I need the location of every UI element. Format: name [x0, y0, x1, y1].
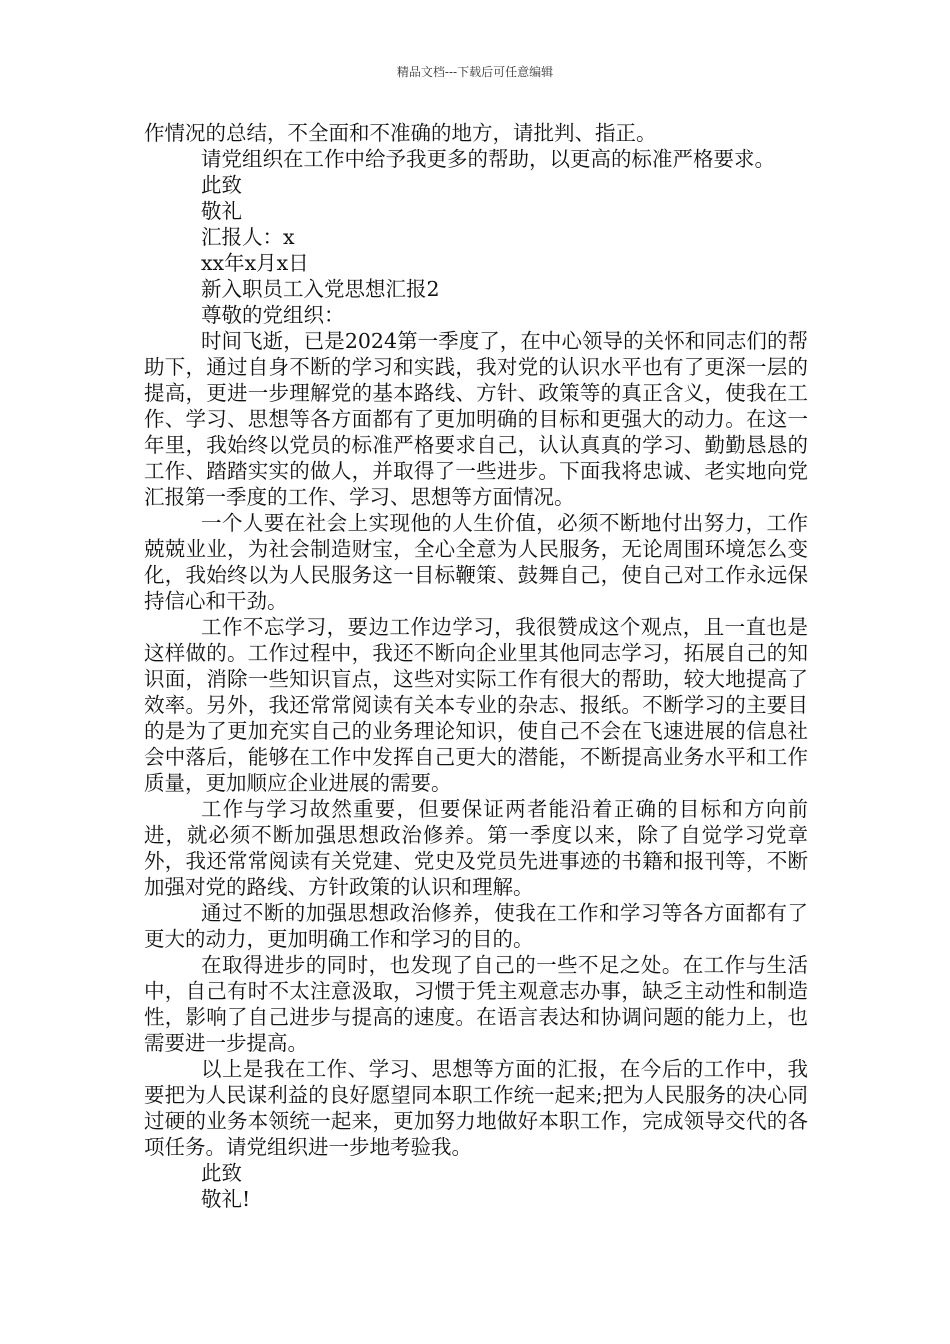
closing-salutation: 此致	[201, 173, 242, 197]
document-body	[144, 120, 808, 1212]
paragraph: 请党组织在工作中给予我更多的帮助，以更高的标准严格要求。	[201, 147, 775, 171]
paragraph: 在取得进步的同时，也发现了自己的一些不足之处。在工作与生活中，自己有时不太注意汲取，习惯于凭主观意志办事，缺乏主动性和制造性，影响了自己进步与提高的速度。在语言表达和协调问题的能力上，也需要进一步提高。	[144, 953, 808, 1055]
closing-regards: 敬礼!	[201, 1187, 251, 1211]
date-line: xx年x月x日	[201, 251, 309, 275]
paragraph: 时间飞逝，已是2024第一季度了，在中心领导的关怀和同志们的帮助下，通过自身不断的学习和实践，我对党的认识水平也有了更深一层的提高，更进一步理解党的基本路线、方针、政策等的真正含义，使我在工作、学习、思想等各方面都有了更加明确的目标和更强大的动力。在这一年里，我始终以党员的标准严格要求自己，认认真真的学习、勤勤恳恳的工作、踏踏实实的做人，并取得了一些进步。下面我将忠诚、老实地向党汇报第一季度的工作、学习、思想等方面情况。	[144, 329, 808, 509]
paragraph: 一个人要在社会上实现他的人生价值，必须不断地付出努力，工作兢兢业业，为社会制造财宝，全心全意为人民服务，无论周围环境怎么变化，我始终以为人民服务这一目标鞭策、鼓舞自己，使自己对工作永远保持信心和干劲。	[144, 511, 808, 613]
closing-salutation: 此致	[201, 1161, 242, 1185]
paragraph: 工作不忘学习，要边工作边学习，我很赞成这个观点，且一直也是这样做的。工作过程中，我还不断向企业里其他同志学习，拓展自己的知识面，消除一些知识盲点，这些对实际工作有很大的帮助，较大地提高了效率。另外，我还常常阅读有关本专业的杂志、报纸。不断学习的主要目的是为了更加充实自己的业务理论知识，使自己不会在飞速进展的信息社会中落后，能够在工作中发挥自己更大的潜能，不断提高业务水平和工作质量，更加顺应企业进展的需要。	[144, 615, 808, 795]
paragraph: 以上是我在工作、学习、思想等方面的汇报，在今后的工作中，我要把为人民谋利益的良好愿望同本职工作统一起来;把为人民服务的决心同过硬的业务本领统一起来，更加努力地做好本职工作，完成领导交代的各项任务。请党组织进一步地考验我。	[144, 1057, 808, 1159]
greeting: 尊敬的党组织：	[201, 303, 345, 327]
paragraph: 作情况的总结，不全面和不准确的地方，请批判、指正。	[144, 121, 657, 145]
paragraph: 通过不断的加强思想政治修养，使我在工作和学习等各方面都有了更大的动力，更加明确工作和学习的目的。	[144, 901, 808, 951]
paragraph: 工作与学习故然重要，但要保证两者能沿着正确的目标和方向前进，就必须不断加强思想政治修养。第一季度以来，除了自觉学习党章外，我还常常阅读有关党建、党史及党员先进事迹的书籍和报刊等，不断加强对党的路线、方针政策的认识和理解。	[144, 797, 808, 899]
reporter-line: 汇报人：x	[201, 225, 295, 249]
section-title: 新入职员工入党思想汇报2	[201, 277, 440, 301]
page-header: 精品文档---下载后可任意编辑	[396, 65, 554, 79]
closing-regards: 敬礼	[201, 199, 242, 223]
